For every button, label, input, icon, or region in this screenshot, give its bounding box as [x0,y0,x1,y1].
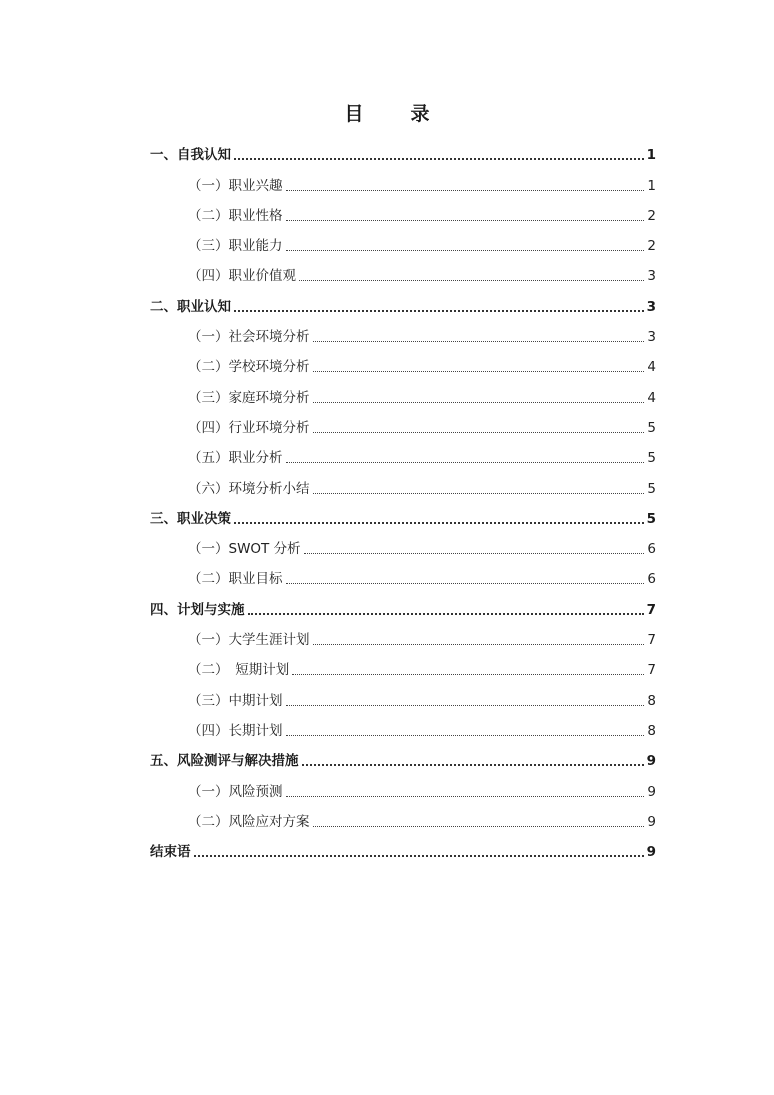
toc-entry-text: 结束语 [150,844,191,861]
toc-subsection-entry[interactable] [150,682,656,712]
dot-leader [313,432,645,433]
dot-leader [286,796,645,797]
toc-section-entry[interactable] [150,137,656,167]
dot-leader [248,613,644,615]
toc-entry-text: （二）职业性格 [188,207,283,224]
toc-subsection-entry[interactable] [150,167,656,197]
dot-leader [286,220,645,221]
toc-page-number: 7 [646,601,656,618]
dot-leader [313,402,645,403]
toc-entry-text: （二）风险应对方案 [188,813,310,830]
toc-page-number: 9 [646,753,656,770]
toc-page-number: 5 [647,419,656,436]
toc-entry-text: （三）家庭环境分析 [188,389,310,406]
toc-entry-text: 五、风险测评与解决措施 [150,753,299,770]
toc-page-number: 5 [647,480,656,497]
toc-entry-text: （四）行业环境分析 [188,419,310,436]
toc-subsection-entry[interactable] [150,531,656,561]
dot-leader [313,826,645,827]
toc-list [150,137,656,864]
dot-leader [313,341,645,342]
dot-leader [286,735,645,736]
toc-section-entry[interactable] [150,743,656,773]
toc-subsection-entry[interactable] [150,319,656,349]
toc-page-number: 3 [647,268,656,285]
toc-page-number: 9 [647,783,656,800]
toc-page-number: 1 [646,147,656,164]
dot-leader [313,644,645,645]
toc-entry-text: （二）学校环境分析 [188,359,310,376]
toc-page-number: 8 [647,692,656,709]
toc-page-number: 4 [647,359,656,376]
toc-page-number: 3 [646,298,656,315]
toc-section-entry[interactable] [150,501,656,531]
toc-entry-text: （一）SWOT 分析 [188,541,301,558]
toc-title: 目 录 [344,103,444,125]
dot-leader [286,190,645,191]
dot-leader [286,462,645,463]
toc-entry-text: （六）环境分析小结 [188,480,310,497]
toc-page-number: 7 [647,632,656,649]
dot-leader [286,250,645,251]
toc-entry-text: 二、职业认知 [150,298,231,315]
dot-leader [304,553,645,554]
toc-entry-text: （一）大学生涯计划 [188,632,310,649]
toc-page-number: 8 [647,722,656,739]
toc-entry-text: （二） 短期计划 [188,662,290,679]
dot-leader [234,310,644,312]
toc-page-number: 6 [647,541,656,558]
toc-subsection-entry[interactable] [150,379,656,409]
toc-section-entry[interactable] [150,288,656,318]
toc-page-number: 7 [647,662,656,679]
toc-page-number: 9 [647,813,656,830]
toc-entry-text: （三）职业能力 [188,238,283,255]
toc-subsection-entry[interactable] [150,228,656,258]
toc-subsection-entry[interactable] [150,773,656,803]
dot-leader [194,855,644,857]
toc-page-number: 6 [647,571,656,588]
toc-subsection-entry[interactable] [150,258,656,288]
toc-page-number: 2 [647,238,656,255]
toc-entry-text: 一、自我认知 [150,147,231,164]
toc-subsection-entry[interactable] [150,440,656,470]
toc-subsection-entry[interactable] [150,349,656,379]
toc-section-entry[interactable] [150,834,656,864]
dot-leader [234,158,644,160]
toc-page-number: 3 [647,329,656,346]
toc-entry-text: （三）中期计划 [188,692,283,709]
toc-subsection-entry[interactable] [150,470,656,500]
toc-subsection-entry[interactable] [150,561,656,591]
dot-leader [292,674,644,675]
toc-page-number: 4 [647,389,656,406]
dot-leader [313,493,645,494]
toc-entry-text: （一）职业兴趣 [188,177,283,194]
toc-subsection-entry[interactable] [150,652,656,682]
toc-page-number: 9 [646,844,656,861]
dot-leader [286,583,645,584]
toc-page-number: 2 [647,207,656,224]
toc-entry-text: （四）职业价值观 [188,268,296,285]
dot-leader [234,522,644,524]
toc-entry-text: （五）职业分析 [188,450,283,467]
toc-entry-text: （四）长期计划 [188,722,283,739]
toc-entry-text: （一）风险预测 [188,783,283,800]
toc-page-number: 5 [647,450,656,467]
dot-leader [286,705,645,706]
toc-subsection-entry[interactable] [150,804,656,834]
toc-subsection-entry[interactable] [150,198,656,228]
toc-entry-text: （一）社会环境分析 [188,329,310,346]
toc-subsection-entry[interactable] [150,410,656,440]
dot-leader [313,371,645,372]
toc-entry-text: （二）职业目标 [188,571,283,588]
toc-page-number: 1 [647,177,656,194]
toc-entry-text: 四、计划与实施 [150,601,245,618]
dot-leader [302,764,644,766]
toc-subsection-entry[interactable] [150,622,656,652]
toc-page-number: 5 [646,510,656,527]
toc-section-entry[interactable] [150,591,656,621]
dot-leader [299,280,644,281]
toc-entry-text: 三、职业决策 [150,510,231,527]
toc-subsection-entry[interactable] [150,713,656,743]
